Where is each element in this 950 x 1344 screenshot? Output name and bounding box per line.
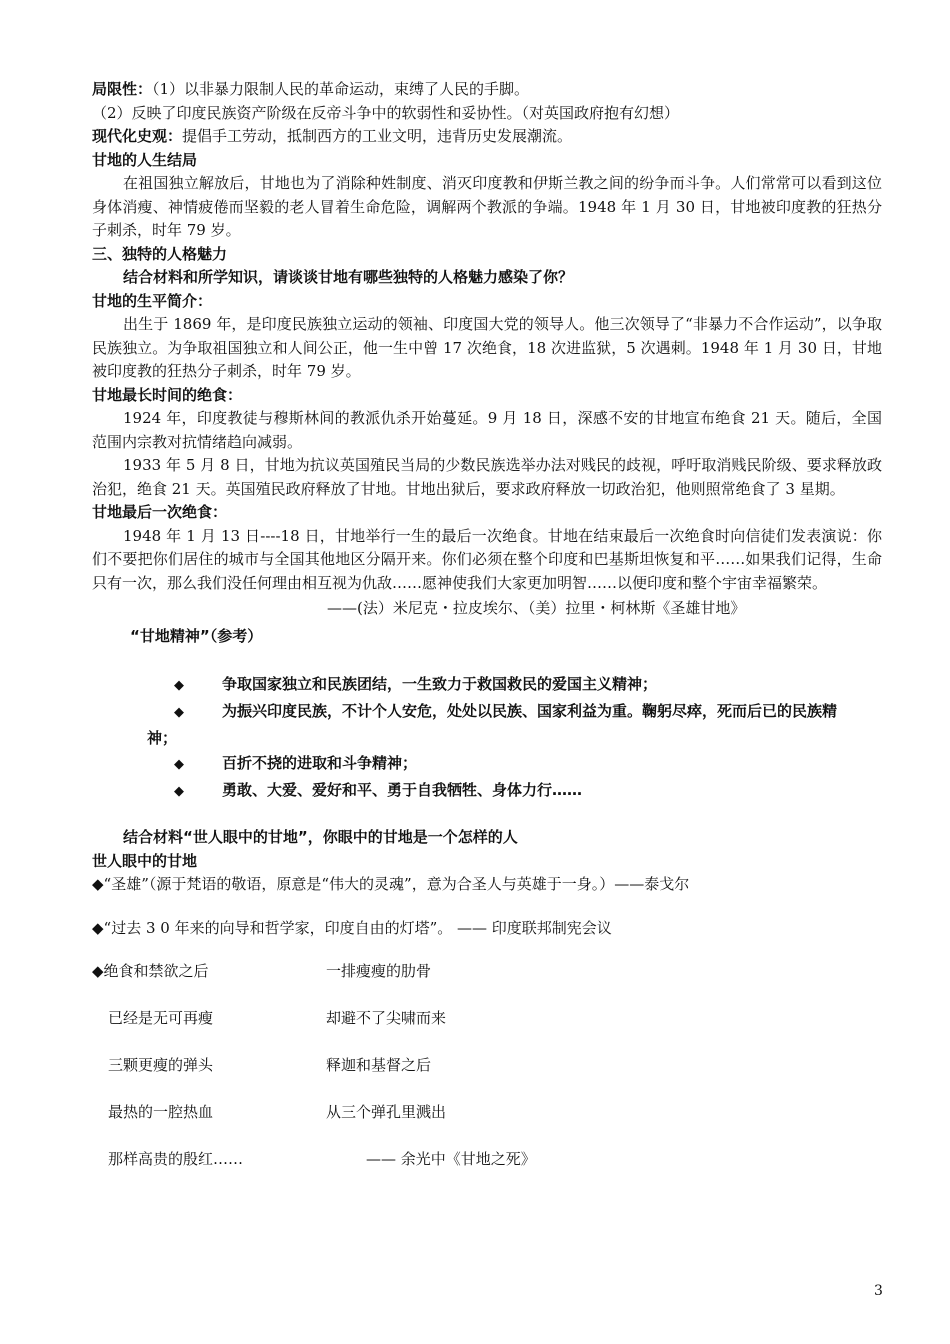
modernization-text: 提倡手工劳动，抵制西方的工业文明，违背历史发展潮流。: [182, 127, 573, 145]
poem-left: ◆绝食和禁欲之后: [92, 962, 209, 980]
poem-row: [92, 1101, 882, 1148]
spirit-item: [92, 778, 882, 804]
longest-fast-para1: 1924 年，印度教徒与穆斯林间的教派仇杀开始蔓延。9 月 18 日，深感不安的甘地宣布绝食 21 天。随后，全国范围内宗教对抗情绪趋向减弱。: [92, 409, 882, 451]
poem-row: [92, 960, 882, 1007]
spirit-item-text: 为振兴印度民族，不计个人安危，处处以民族、国家利益为重。鞠躬尽瘁，死而后已的民族精: [222, 702, 838, 720]
last-fast-citation: ——(法）米尼克・拉皮埃尔、（美）拉里・柯林斯《圣雄甘地》: [327, 599, 746, 617]
limitations-item2: （2）反映了印度民族资产阶级在反帝斗争中的软弱性和妥协性。（对英国政府抱有幻想）: [92, 103, 680, 122]
poem-left: 最热的一腔热血: [108, 1103, 214, 1121]
question2: 结合材料“世人眼中的甘地”，你眼中的甘地是一个怎样的人: [123, 828, 518, 846]
last-fast-paragraph: 1948 年 1 月 13 日----18 日，甘地举行一生的最后一次绝食。甘地在结束最后一次绝食时向信徒们发表演说：你们不要把你们居住的城市与全国其他地区分隔开来。你们必须在整个印度和巴基斯坦恢复和平……如果我们记得，生命只有一次，那么我们没任何理由相互视为仇敌……愿神使我们大家更加明智……以便印度和整个宇宙幸福繁荣。: [92, 526, 882, 592]
section3-heading: 三、独特的人格魅力: [92, 244, 228, 263]
poem-row: [92, 1148, 882, 1195]
ending-paragraph: 在祖国独立解放后，甘地也为了消除种姓制度、消灭印度教和伊斯兰教之间的纷争而斗争。人们常常可以看到这位身体消瘦、神情疲倦而坚毅的老人冒着生命危险，调解两个教派的争端。1948 年 1 月 30 日，甘地被印度教的狂热分子刺杀，时年 79 岁。: [92, 174, 882, 239]
spirit-item-text: 百折不挠的进取和斗争精神；: [222, 754, 418, 772]
spirit-item: [92, 699, 882, 725]
page-number: 3: [874, 1283, 883, 1299]
poem-row: [92, 1007, 882, 1054]
poem-right: 一排瘦瘦的肋骨: [326, 962, 432, 980]
diamond-bullet-icon: ◆: [174, 678, 184, 693]
spirit-item-text: 争取国家独立和民族团结，一生致力于救国救民的爱国主义精神；: [222, 675, 658, 693]
limitations-label: 局限性：: [92, 80, 153, 98]
world-view-quote2: ◆“过去 3 0 年来的向导和哲学家，印度自由的灯塔”。 —— 印度联邦制宪会议: [92, 918, 612, 937]
poem-citation: —— 余光中《甘地之死》: [366, 1150, 536, 1168]
diamond-bullet-icon: ◆: [174, 757, 184, 772]
spirit-heading: “甘地精神”（参考）: [130, 626, 263, 645]
modernization-line: [92, 125, 882, 149]
limitations-item1: （1）以非暴力限制人民的革命运动，束缚了人民的手脚。: [152, 80, 530, 98]
spirit-item-continuation: 神；: [147, 729, 178, 747]
ending-heading: 甘地的人生结局: [92, 150, 198, 169]
poem-row: [92, 1054, 882, 1101]
longest-fast-heading: 甘地最长时间的绝食：: [92, 385, 243, 404]
poem-left: 已经是无可再瘦: [108, 1009, 214, 1027]
world-view-heading: 世人眼中的甘地: [92, 851, 198, 870]
diamond-bullet-icon: ◆: [174, 705, 184, 720]
spirit-item-text: 勇敢、大爱、爱好和平、勇于自我牺牲、身体力行……: [222, 781, 583, 799]
limitations-line1: [92, 78, 882, 102]
section3-question: 结合材料和所学知识，请谈谈甘地有哪些独特的人格魅力感染了你？: [123, 268, 574, 286]
bio-paragraph: 出生于 1869 年，是印度民族独立运动的领袖、印度国大党的领导人。他三次领导了“非暴力不合作运动”，以争取民族独立。为争取祖国独立和人间公正，他一生中曾 17 次绝食，18 次进监狱，5 次遇刺。1948 年 1 月 30 日，甘地被印度教的狂热分子刺杀，时年 79 岁。: [92, 315, 882, 380]
document-page: [92, 78, 882, 1195]
longest-fast-para2: 1933 年 5 月 8 日，甘地为抗议英国殖民当局的少数民族选举办法对贱民的歧视，呼吁取消贱民阶级、要求释放政治犯，绝食 21 天。英国殖民政府释放了甘地。甘地出狱后，要求政府释放一切政治犯，他则照常绝食了 3 星期。: [92, 456, 882, 498]
spirit-item: [92, 672, 882, 698]
poem-left: 那样高贵的殷红……: [108, 1150, 244, 1168]
poem-right: 却避不了尖啸而来: [326, 1009, 447, 1027]
poem-right: 从三个弹孔里溅出: [326, 1103, 447, 1121]
bio-heading: 甘地的生平简介：: [92, 291, 213, 310]
diamond-bullet-icon: ◆: [174, 784, 184, 799]
poem-left: 三颗更瘦的弹头: [108, 1056, 214, 1074]
modernization-label: 现代化史观：: [92, 127, 183, 145]
spirit-item: [92, 751, 882, 777]
poem-right: 释迦和基督之后: [326, 1056, 432, 1074]
world-view-quote1: ◆“圣雄”（源于梵语的敬语，原意是“伟大的灵魂”，意为合圣人与英雄于一身。）——泰戈尔: [92, 875, 690, 893]
spirit-list: [92, 672, 882, 804]
poem: [92, 960, 882, 1195]
last-fast-heading: 甘地最后一次绝食：: [92, 503, 228, 521]
